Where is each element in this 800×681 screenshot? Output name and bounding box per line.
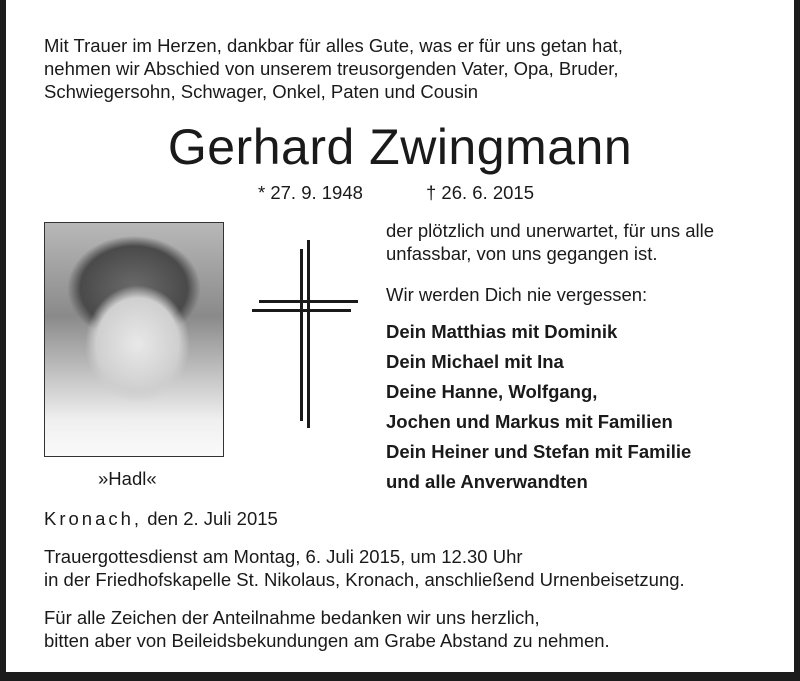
intro-line: Mit Trauer im Herzen, dankbar für alles Gute, was er für uns getan hat, <box>44 35 623 56</box>
intro-line: nehmen wir Abschied von unserem treusorgenden Vater, Opa, Bruder, <box>44 58 619 79</box>
mourner: Deine Hanne, Wolfgang, <box>386 381 598 402</box>
date: den 2. Juli 2015 <box>147 508 278 529</box>
text-line: der plötzlich und unerwartet, für uns alle <box>386 220 715 241</box>
mourner: Jochen und Markus mit Familien <box>386 411 673 432</box>
service-info <box>44 545 685 591</box>
birth-date: * 27. 9. 1948 <box>258 182 363 203</box>
place-date <box>44 507 278 530</box>
thanks-text <box>44 606 610 652</box>
text-line: unfassbar, von uns gegangen ist. <box>386 243 658 264</box>
nickname: »Hadl« <box>98 468 157 489</box>
intro-text <box>44 34 623 103</box>
mourner: Dein Heiner und Stefan mit Familie <box>386 441 692 462</box>
text-line: Für alle Zeichen der Anteilnahme bedanken wir uns herzlich, <box>44 607 540 628</box>
text-line: Trauergottesdienst am Montag, 6. Juli 2015, um 12.30 Uhr <box>44 546 523 567</box>
death-date: † 26. 6. 2015 <box>426 182 535 203</box>
text-line: in der Friedhofskapelle St. Nikolaus, Kronach, anschließend Urnenbeisetzung. <box>44 569 685 590</box>
place: Kronach, <box>44 508 143 529</box>
right-text <box>386 219 714 265</box>
deceased-name: Gerhard Zwingmann <box>167 119 633 175</box>
never-forget: Wir werden Dich nie vergessen: <box>386 284 648 305</box>
portrait-photo <box>44 222 224 457</box>
intro-line: Schwiegersohn, Schwager, Onkel, Paten und Cousin <box>44 81 478 102</box>
mourners-list <box>386 317 691 497</box>
mourner: Dein Matthias mit Dominik <box>386 321 618 342</box>
mourner: und alle Anverwandten <box>386 471 588 492</box>
text-line: bitten aber von Beileidsbekundungen am Grabe Abstand zu nehmen. <box>44 630 610 651</box>
mourner: Dein Michael mit Ina <box>386 351 564 372</box>
